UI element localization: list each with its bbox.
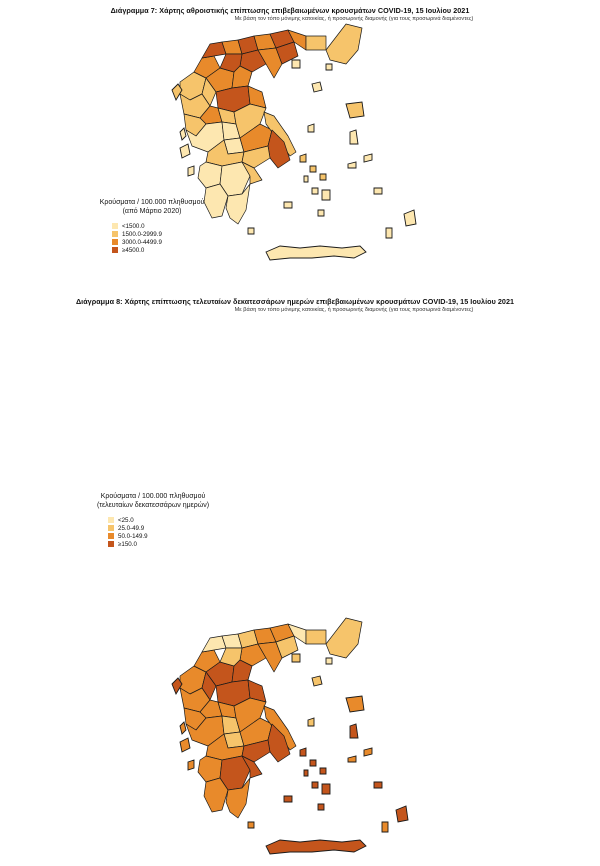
- island-samothraki: [326, 658, 332, 664]
- region-rodopi: [306, 36, 326, 50]
- island-kos: [374, 188, 382, 194]
- map2-regions: [180, 618, 362, 818]
- island-crete: [266, 246, 366, 260]
- island-paros: [312, 782, 318, 788]
- island-chios: [350, 724, 358, 738]
- region-rodopi: [306, 630, 326, 644]
- island-ikaria: [348, 756, 356, 762]
- island-kefalonia: [180, 738, 190, 752]
- island-lemnos: [312, 82, 322, 92]
- region-evros: [326, 618, 362, 658]
- island-crete: [266, 840, 366, 854]
- map2-legend-subtitle: (τελευταίων δεκατεσσάρων ημερών): [96, 502, 210, 509]
- map1-legend-item: [112, 222, 222, 230]
- island-kythira: [248, 228, 254, 234]
- island-zakynthos: [188, 166, 194, 176]
- map1-legend-item: [112, 246, 222, 254]
- legend-swatch: [108, 517, 114, 523]
- island-naxos: [322, 784, 330, 794]
- map2-legend-title: Κρούσματα / 100.000 πληθυσμού: [100, 493, 206, 500]
- island-chios: [350, 130, 358, 144]
- map1-legend: [82, 198, 222, 254]
- island-lesvos: [346, 696, 364, 712]
- island-thasos: [292, 654, 300, 662]
- legend-swatch: [112, 239, 118, 245]
- island-kos: [374, 782, 382, 788]
- legend-label: 1500.0-2999.9: [122, 230, 162, 238]
- map2-legend-item: [108, 524, 228, 532]
- legend-label: <25.0: [118, 516, 134, 524]
- map1-legend-subtitle: (από Μάρτιο 2020): [122, 208, 182, 215]
- legend-swatch: [112, 247, 118, 253]
- fourteen-day-incidence-panel: [0, 292, 600, 596]
- legend-swatch: [112, 231, 118, 237]
- island-lefkada: [180, 722, 186, 734]
- map1-legend-title: Κρούσματα / 100.000 πληθυσμού: [99, 199, 205, 206]
- legend-label: 25.0-49.9: [118, 524, 145, 532]
- map2-legend-item: [108, 532, 228, 540]
- island-mykonos: [320, 174, 326, 180]
- legend-label: <1500.0: [122, 222, 145, 230]
- island-tinos: [310, 760, 316, 766]
- region-florina: [202, 636, 226, 652]
- island-naxos: [322, 190, 330, 200]
- region-florina: [202, 42, 226, 58]
- legend-label: ≥4500.0: [122, 246, 145, 254]
- island-lemnos: [312, 676, 322, 686]
- legend-label: ≥150.0: [118, 540, 137, 548]
- map1-regions: [180, 24, 362, 224]
- island-lefkada: [180, 128, 186, 140]
- island-tinos: [310, 166, 316, 172]
- map2-title: Διάγραμμα 8: Χάρτης επίπτωσης τελευταίων δεκατεσσάρων ημερών επιβεβαιωμένων κρουσμάτων COVID-19, 15 Ιουλίου 2021: [75, 297, 515, 306]
- island-milos: [284, 796, 292, 802]
- island-kefalonia: [180, 144, 190, 158]
- map2-legend-item: [108, 516, 228, 524]
- island-skyros: [308, 124, 314, 132]
- island-samothraki: [326, 64, 332, 70]
- greece-map-14day: [150, 604, 450, 866]
- island-thasos: [292, 60, 300, 68]
- island-syros: [304, 770, 308, 776]
- legend-label: 3000.0-4499.9: [122, 238, 162, 246]
- island-rhodes: [404, 210, 416, 226]
- map2-legend: [78, 492, 228, 548]
- map2-subtitle: Με βάση τον τόπο μόνιμης κατοικίας, ή προσωρινής διαμονής (για τους προσωρινά διαμένοντες): [234, 307, 474, 313]
- island-syros: [304, 176, 308, 182]
- island-ikaria: [348, 162, 356, 168]
- map1-title: Διάγραμμα 7: Χάρτης αθροιστικής επίπτωσης επιβεβαιωμένων κρουσμάτων COVID-19, 15 Ιουλίου 2021: [110, 6, 470, 15]
- island-lesvos: [346, 102, 364, 118]
- legend-swatch: [108, 533, 114, 539]
- island-santorini: [318, 210, 324, 216]
- island-samos: [364, 154, 372, 162]
- island-samos: [364, 748, 372, 756]
- legend-label: 50.0-149.9: [118, 532, 148, 540]
- island-andros: [300, 748, 306, 756]
- map1-legend-item: [112, 238, 222, 246]
- island-karpathos: [386, 228, 392, 238]
- island-milos: [284, 202, 292, 208]
- region-evros: [326, 24, 362, 64]
- island-kythira: [248, 822, 254, 828]
- island-karpathos: [382, 822, 388, 832]
- map1-subtitle: Με βάση τον τόπο μόνιμης κατοικίας, ή προσωρινής διαμονής (για τους προσωρινά διαμένοντες): [234, 16, 474, 22]
- map1-legend-item: [112, 230, 222, 238]
- legend-swatch: [108, 525, 114, 531]
- island-rhodes: [396, 806, 408, 822]
- island-paros: [312, 188, 318, 194]
- island-santorini: [318, 804, 324, 810]
- island-zakynthos: [188, 760, 194, 770]
- legend-swatch: [108, 541, 114, 547]
- cumulative-incidence-panel: [0, 0, 600, 290]
- island-andros: [300, 154, 306, 162]
- island-skyros: [308, 718, 314, 726]
- legend-swatch: [112, 223, 118, 229]
- map2-legend-item: [108, 540, 228, 548]
- island-mykonos: [320, 768, 326, 774]
